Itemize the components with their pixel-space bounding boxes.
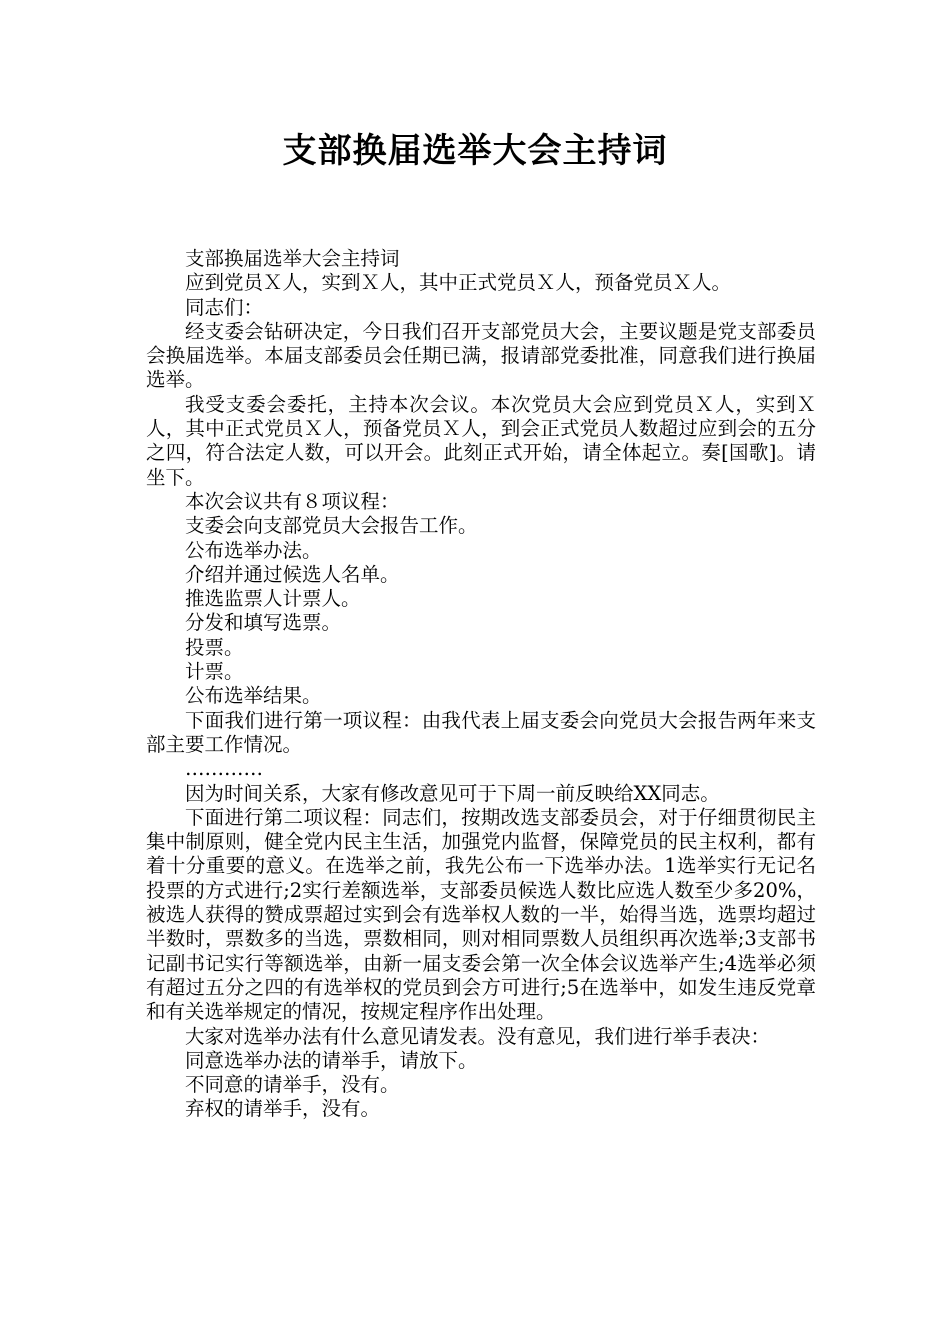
agenda-item: 介绍并通过候选人名单。 — [185, 562, 400, 586]
agenda-item: 公布选举办法。 — [185, 538, 322, 562]
agenda-item: 投票。 — [185, 635, 244, 659]
paragraph: 下面进行第二项议程：同志们，按期改选支部委员会，对于仔细贯彻民主集中制原则，健全党内民主生活，加强党内监督，保障党员的民主权利，都有着十分重要的意义。在选举之前，我先公布一下选举办法。1选举实行无记名投票的方式进行;2实行差额选举，支部委员候选人数比应选人数至少多20%，被选人获得的赞成票超过实到会有选举权人数的一半，始得当选，选票均超过半数时，票数多的当选，票数相同，则对相同票数人员组织再次选举;3支部书记副书记实行等额选举，由新一届支委会第一次全体会议选举产生;4选举必须有超过五分之四的有选举权的党员到会方可进行;5在选举中，如发生违反党章和有关选举规定的情况，按规定程序作出处理。 — [146, 805, 816, 1024]
paragraph: 应到党员Ｘ人，实到Ｘ人，其中正式党员Ｘ人，预备党员Ｘ人。 — [185, 271, 732, 295]
agenda-item: 公布选举结果。 — [185, 684, 322, 708]
paragraph: 不同意的请举手，没有。 — [185, 1073, 400, 1097]
ellipsis-line: ………… — [185, 757, 263, 781]
paragraph: 我受支委会委托，主持本次会议。本次党员大会应到党员Ｘ人，实到Ｘ人，其中正式党员Ｘ人，预备党员Ｘ人，到会正式党员人数超过应到会的五分之四，符合法定人数，可以开会。此刻正式开始，请全体起立。奏[国歌]。请坐下。 — [146, 392, 816, 489]
paragraph: 弃权的请举手，没有。 — [185, 1097, 381, 1121]
paragraph: 下面我们进行第一项议程：由我代表上届支委会向党员大会报告两年来支部主要工作情况。 — [146, 708, 816, 756]
agenda-item: 计票。 — [185, 660, 244, 684]
agenda-item: 支委会向支部党员大会报告工作。 — [185, 514, 478, 538]
paragraph: 经支委会钻研决定，今日我们召开支部党员大会，主要议题是党支部委员会换届选举。本届支部委员会任期已满，报请部党委批准，同意我们进行换届选举。 — [146, 319, 816, 392]
paragraph: 因为时间关系，大家有修改意见可于下周一前反映给XX同志。 — [185, 781, 720, 805]
document-body — [146, 247, 816, 1122]
paragraph: 支部换届选举大会主持词 — [185, 247, 400, 270]
document-title: 支部换届选举大会主持词 — [282, 131, 668, 171]
agenda-item: 分发和填写选票。 — [185, 611, 342, 635]
paragraph: 大家对选举办法有什么意见请发表。没有意见，我们进行举手表决： — [185, 1024, 771, 1048]
agenda-item: 推选监票人计票人。 — [185, 587, 361, 611]
paragraph: 本次会议共有８项议程： — [185, 489, 400, 513]
paragraph: 同志们： — [185, 295, 264, 319]
paragraph: 同意选举办法的请举手，请放下。 — [185, 1048, 478, 1072]
